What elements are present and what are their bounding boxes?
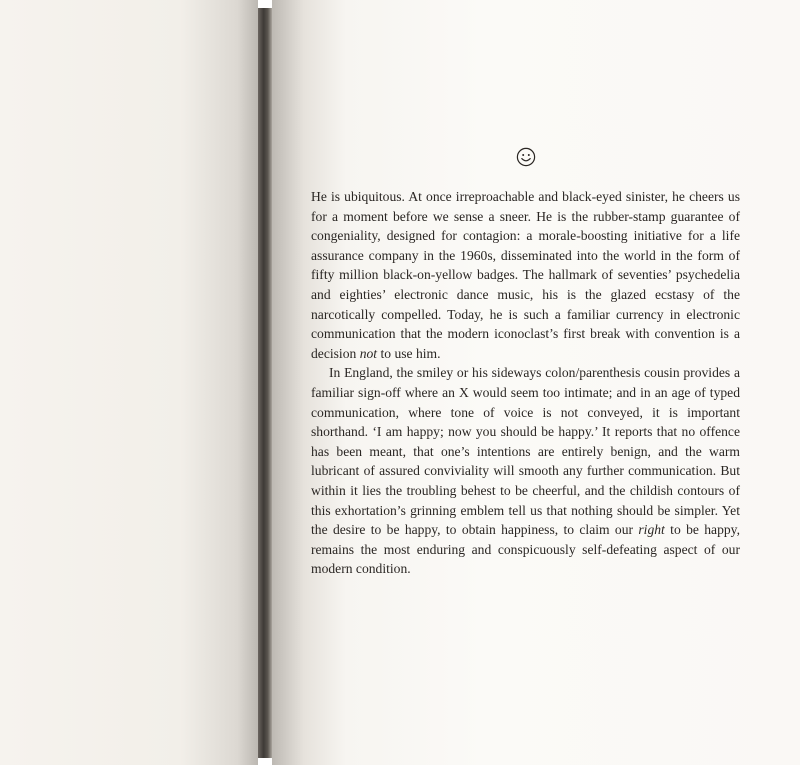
left-page <box>0 0 258 765</box>
smiley-face-icon <box>516 147 536 167</box>
body-text <box>311 187 740 579</box>
book-gutter <box>258 8 272 758</box>
paragraph-2-emphasis: right <box>638 522 665 538</box>
paragraph-1-text-a: He is ubiquitous. At once irreproachable and black-eyed sinister, he cheers us for a moment before we sense a sneer. He is the rubber-stamp guarantee of congeniality, designed for contagion: a morale-boosting initiative for a life assurance company in the 1960s, disseminated into the world in the form of fifty million black-on-yellow badges. The hallmark of seventies’ psychedelia and eighties’ electronic dance music, his is the glazed ecstasy of the narcotically compelled. Today, he is such a familiar currency in electronic communication that the modern iconoclast’s first break with convention is a decision <box>311 189 740 361</box>
paragraph-1-text-b: to use him. <box>377 345 441 361</box>
paragraph-2 <box>311 363 740 579</box>
paragraph-2-text-a: In England, the smiley or his sideways colon/parenthesis cousin provides a familiar sign-off where an X would seem too intimate; and in an age of typed communication, where tone of voice is not conveyed, it is important shorthand. ‘I am happy; now you should be happy.’ It reports that no offence has been meant, that one’s intentions are entirely benign, and the warm lubricant of assured conviviality will smooth any further communication. But within it lies the troubling behest to be cheerful, and the childish contours of this exhortation’s grinning emblem tell us that nothing should be simpler. Yet the desire to be happy, to obtain happiness, to claim our <box>311 365 740 538</box>
paragraph-1 <box>311 187 740 363</box>
paragraph-2-text-b: to be happy, remains the most enduring and conspicuously self-defeating aspect of our modern condition. <box>311 522 740 577</box>
paragraph-1-emphasis: not <box>359 345 378 361</box>
